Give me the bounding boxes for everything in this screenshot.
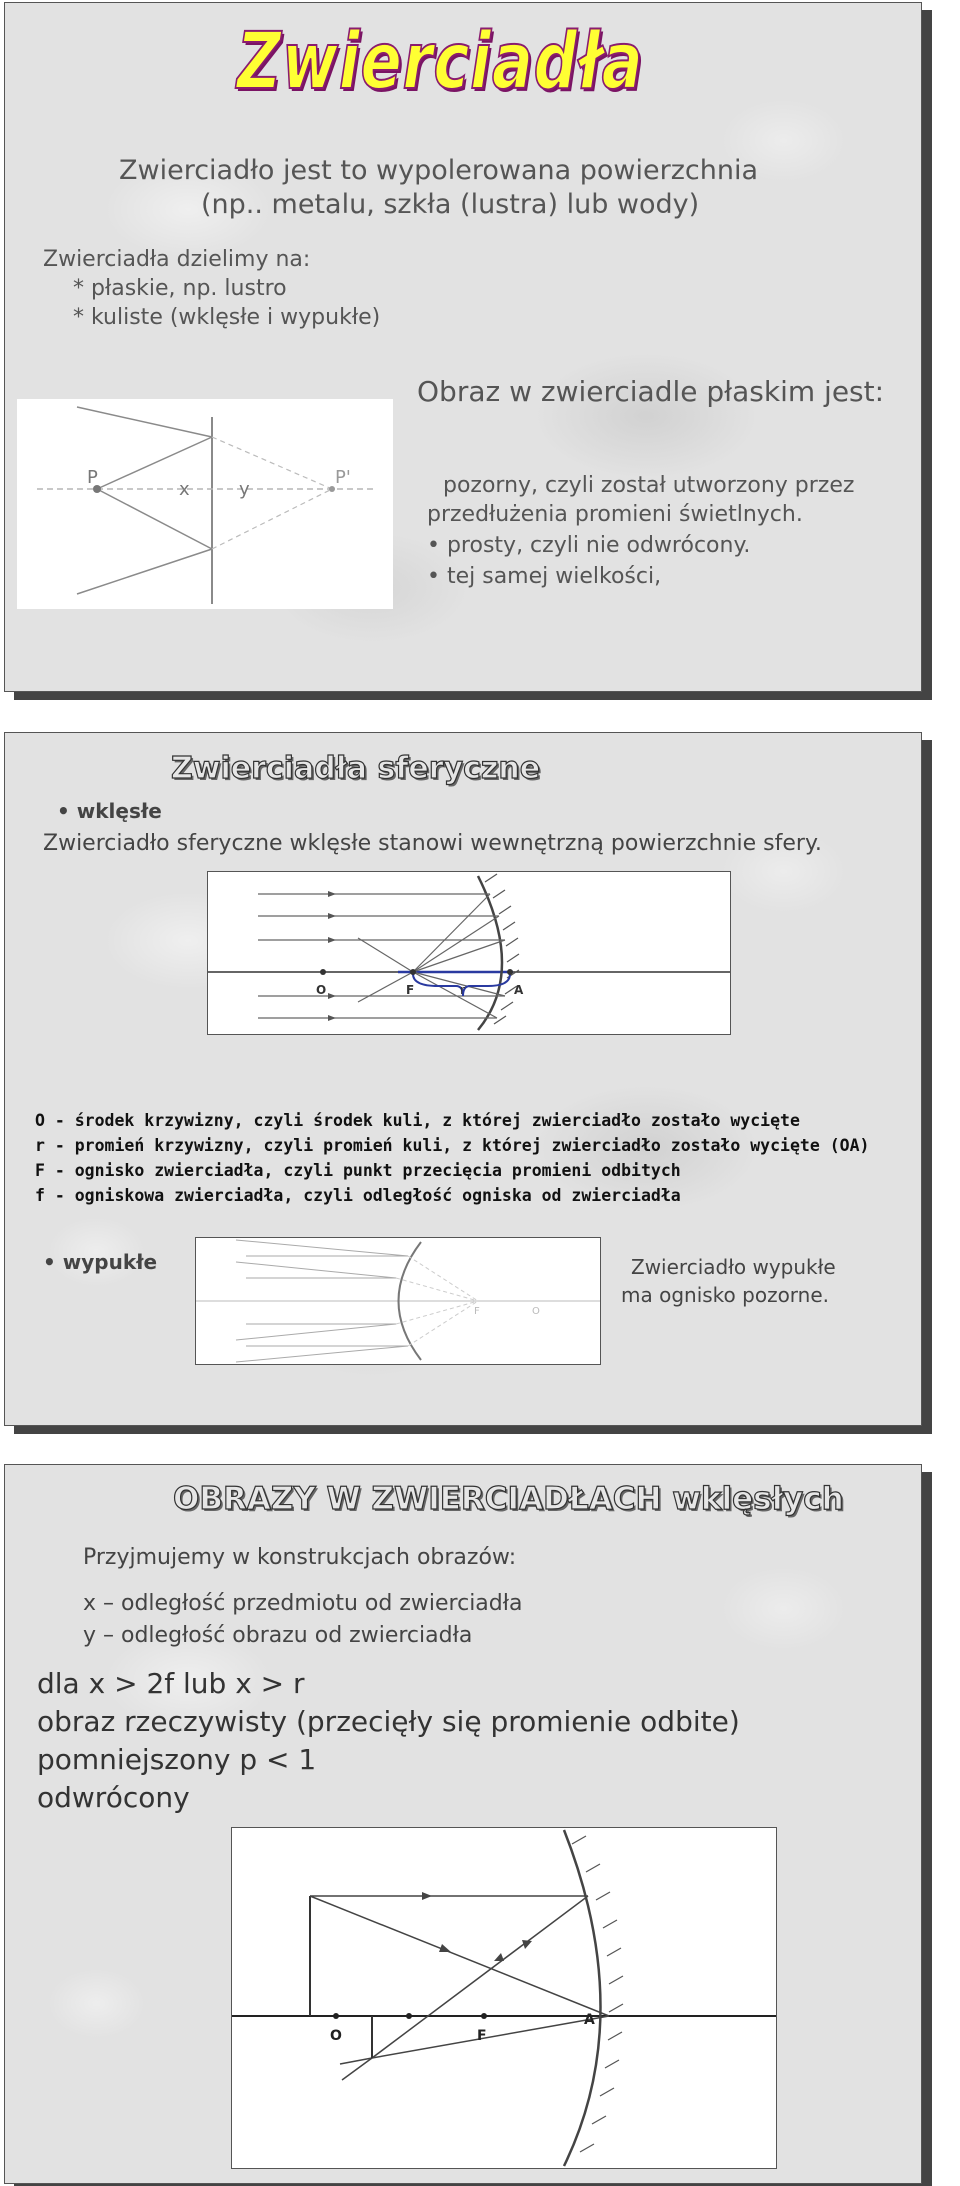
convex-description-2: ma ognisko pozorne. [621, 1283, 830, 1307]
definition-f-focus: F - ognisko zwierciadła, czyli punkt przecięcia promieni odbitych [35, 1161, 681, 1180]
plane-mirror-diagram [17, 399, 393, 609]
flat-prop: przedłużenia promieni świetlnych. [427, 502, 803, 527]
label-a: A [514, 983, 524, 997]
division-heading: Zwierciadła dzielimy na: [43, 247, 311, 272]
y-definition: y – odległość obrazu od zwierciadła [83, 1623, 473, 1648]
slide-title: Zwierciadła [237, 17, 644, 107]
division-item: * płaskie, np. lustro [73, 276, 287, 301]
division-item: * kuliste (wklęsłe i wypukłe) [73, 305, 381, 330]
case-line: dla x > 2f lub x > r [37, 1667, 305, 1700]
label-r: r [460, 983, 465, 997]
flat-heading: Obraz w zwierciadle płaskim jest: [417, 375, 885, 408]
label-a: A [584, 2012, 595, 2028]
convex-mirror-diagram [195, 1237, 601, 1365]
concave-mirror-diagram [207, 871, 731, 1035]
intro-line-2: (np.. metalu, szkła (lustra) lub wody) [201, 189, 700, 220]
flat-prop: pozorny, czyli został utworzony przez [443, 473, 855, 498]
label-y: y [239, 479, 250, 500]
intro-line-1: Zwierciadło jest to wypolerowana powierzchnia [119, 155, 759, 186]
slide-concave-images [4, 1464, 922, 2184]
assumptions-heading: Przyjmujemy w konstrukcjach obrazów: [83, 1545, 517, 1570]
slide-title: OBRAZY W ZWIERCIADŁACH wklęsłych [173, 1481, 844, 1517]
case-line: pomniejszony p < 1 [37, 1743, 317, 1776]
label-o: O [316, 983, 327, 997]
case-line: odwrócony [37, 1781, 190, 1814]
convex-label: • wypukłe [43, 1250, 158, 1274]
image-construction-diagram [231, 1827, 777, 2169]
definition-o: O - środek krzywizny, czyli środek kuli, z której zwierciadło zostało wycięte [35, 1111, 800, 1130]
concave-label: • wklęsłe [57, 799, 162, 823]
concave-description: Zwierciadło sferyczne wklęsłe stanowi wewnętrzną powierzchnie sfery. [43, 831, 822, 856]
label-p-prime: P' [335, 467, 351, 488]
label-x: x [179, 479, 190, 500]
definition-r: r - promień krzywizny, czyli promień kuli, z której zwierciadło zostało wycięte (OA) [35, 1136, 870, 1155]
label-o: O [330, 2028, 342, 2044]
label-f: F [406, 983, 415, 997]
label-p: P [87, 467, 98, 488]
flat-prop: • tej samej wielkości, [427, 564, 662, 589]
case-line: obraz rzeczywisty (przecięły się promienie odbite) [37, 1705, 740, 1738]
convex-description-1: Zwierciadło wypukłe [631, 1255, 836, 1279]
slide-plane-mirrors [4, 2, 922, 692]
label-f: F [477, 2028, 487, 2044]
x-definition: x – odległość przedmiotu od zwierciadła [83, 1591, 523, 1616]
slide-title: Zwierciadła sferyczne [171, 751, 541, 786]
definition-f-focal: f - ogniskowa zwierciadła, czyli odległość ogniska od zwierciadła [35, 1186, 681, 1205]
flat-prop: • prosty, czyli nie odwrócony. [427, 533, 751, 558]
label-f: F [474, 1306, 480, 1317]
slide-spherical-mirrors [4, 732, 922, 1426]
label-o: O [532, 1306, 540, 1317]
